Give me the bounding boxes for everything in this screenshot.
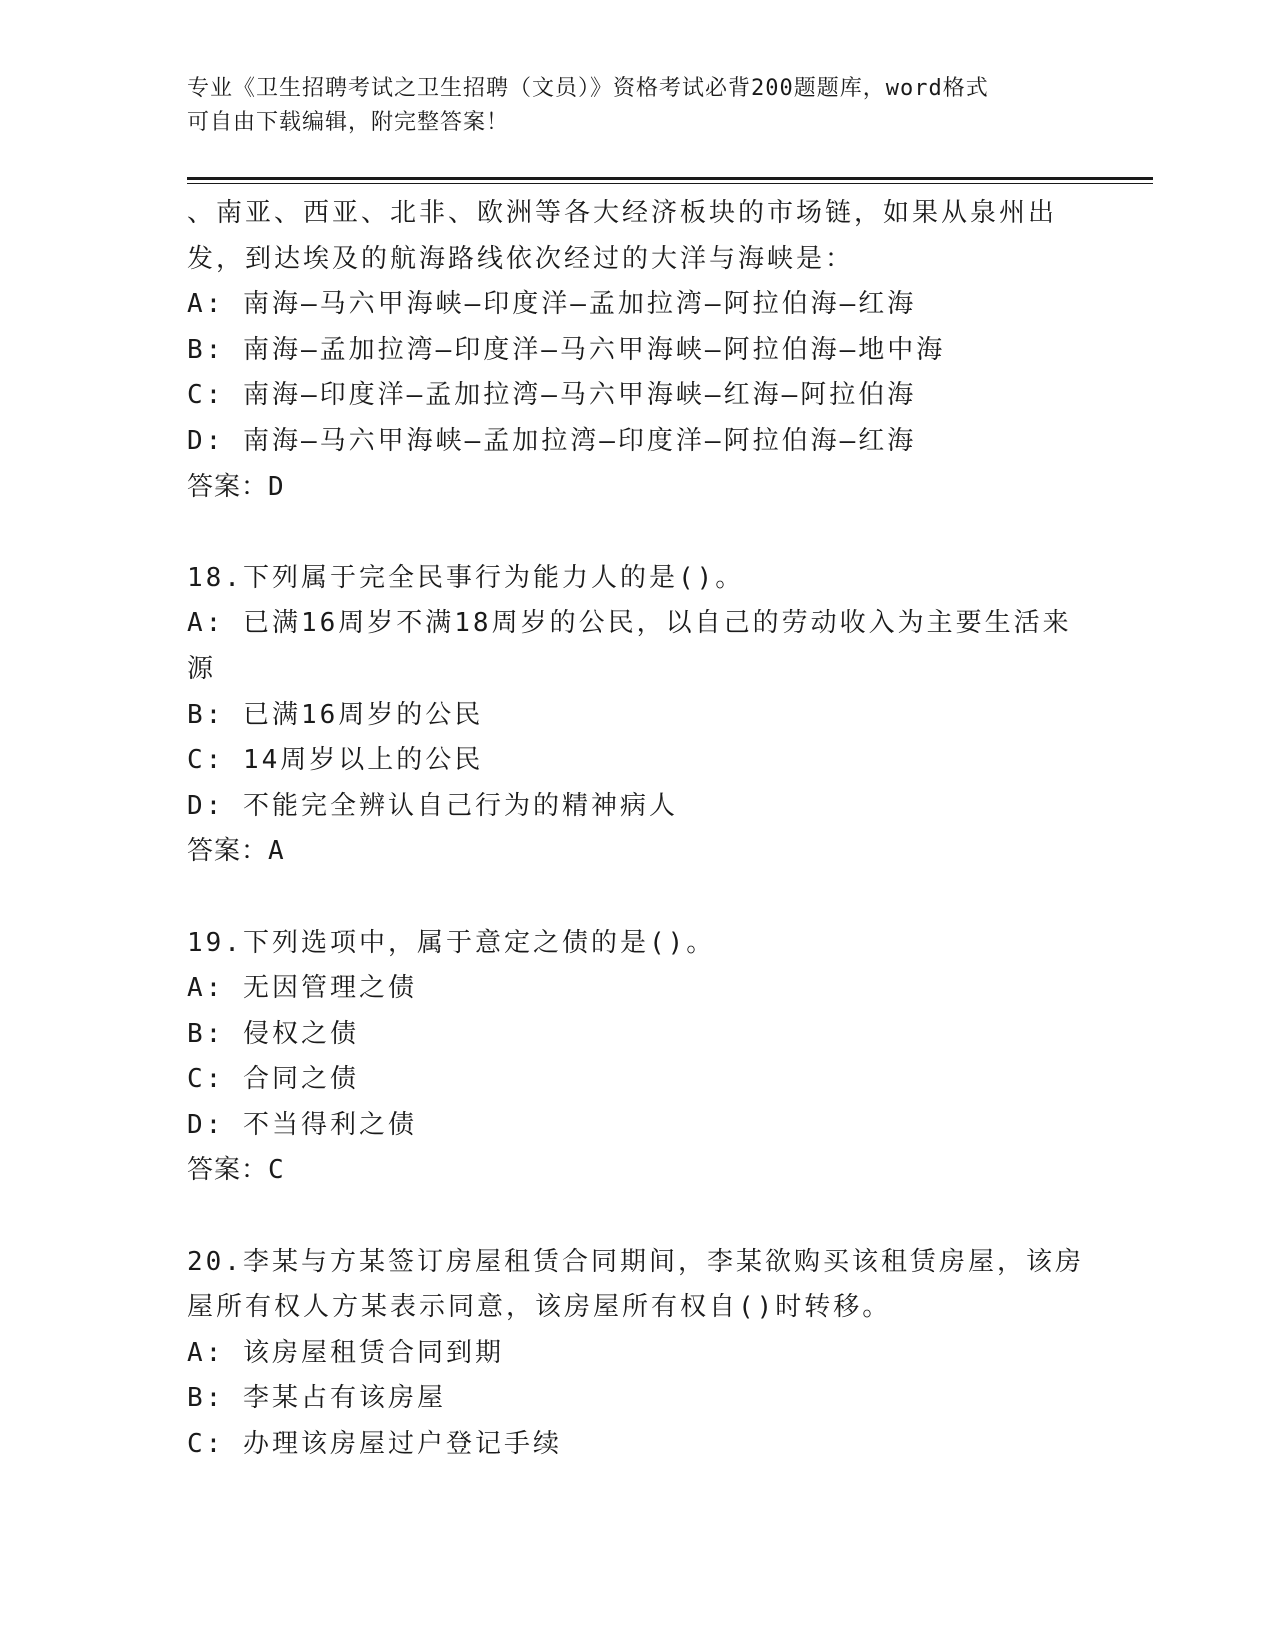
header-divider-thin: [187, 183, 1153, 184]
question-20-stem-line-2: 屋所有权人方某表示同意，该房屋所有权自()时转移。: [187, 1292, 892, 1323]
question-18-option-a-cont: 源: [187, 653, 217, 684]
question-spacer: [187, 1194, 1087, 1240]
question-20-option-a: A: 该房屋租赁合同到期: [187, 1337, 504, 1368]
question-17: [187, 191, 1087, 510]
question-18-option-a: A: 已满16周岁不满18周岁的公民，以自己的劳动收入为主要生活来: [187, 608, 1072, 639]
question-19-option-c: C: 合同之债: [187, 1064, 359, 1095]
question-18-answer: 答案：A: [187, 836, 285, 867]
question-17-option-b: B: 南海—孟加拉湾—印度洋—马六甲海峡—阿拉伯海—地中海: [187, 334, 946, 365]
question-17-stem-line-1: 、南亚、西亚、北非、欧洲等各大经济板块的市场链，如果从泉州出: [187, 198, 1058, 228]
question-17-option-d: D: 南海—马六甲海峡—孟加拉湾—印度洋—阿拉伯海—红海: [187, 425, 917, 456]
question-20-option-c: C: 办理该房屋过户登记手续: [187, 1429, 562, 1460]
question-18-stem: 18.下列属于完全民事行为能力人的是()。: [187, 562, 745, 593]
question-19-stem: 19.下列选项中，属于意定之债的是()。: [187, 927, 716, 958]
question-20-option-b: B: 李某占有该房屋: [187, 1383, 446, 1414]
question-19-option-b: B: 侵权之债: [187, 1018, 359, 1049]
question-19-option-a: A: 无因管理之债: [187, 973, 417, 1004]
question-19: [187, 921, 1087, 1195]
question-17-option-a: A: 南海—马六甲海峡—印度洋—孟加拉湾—阿拉伯海—红海: [187, 289, 917, 320]
question-20-stem-line-1: 20.李某与方某签订房屋租赁合同期间，李某欲购买该租赁房屋，该房: [187, 1246, 1084, 1277]
question-19-option-d: D: 不当得利之债: [187, 1109, 417, 1140]
question-17-answer: 答案：D: [187, 471, 285, 502]
question-18: [187, 556, 1087, 875]
question-18-option-b: B: 已满16周岁的公民: [187, 699, 484, 730]
question-18-option-c: C: 14周岁以上的公民: [187, 745, 484, 776]
question-content: [187, 191, 1087, 1468]
header-divider-thick: [187, 177, 1153, 180]
question-spacer: [187, 875, 1087, 921]
question-17-stem-line-2: 发，到达埃及的航海路线依次经过的大洋与海峡是：: [187, 243, 855, 274]
header-line-2: 可自由下载编辑，附完整答案！: [187, 110, 510, 135]
question-17-option-c: C: 南海—印度洋—孟加拉湾—马六甲海峡—红海—阿拉伯海: [187, 380, 917, 411]
question-18-option-d: D: 不能完全辨认自己行为的精神病人: [187, 790, 678, 821]
question-20: [187, 1240, 1087, 1468]
document-header: [187, 72, 1087, 140]
header-line-1: 专业《卫生招聘考试之卫生招聘（文员）》资格考试必背200题题库，word格式: [187, 76, 989, 101]
question-spacer: [187, 510, 1087, 556]
question-19-answer: 答案：C: [187, 1155, 285, 1186]
